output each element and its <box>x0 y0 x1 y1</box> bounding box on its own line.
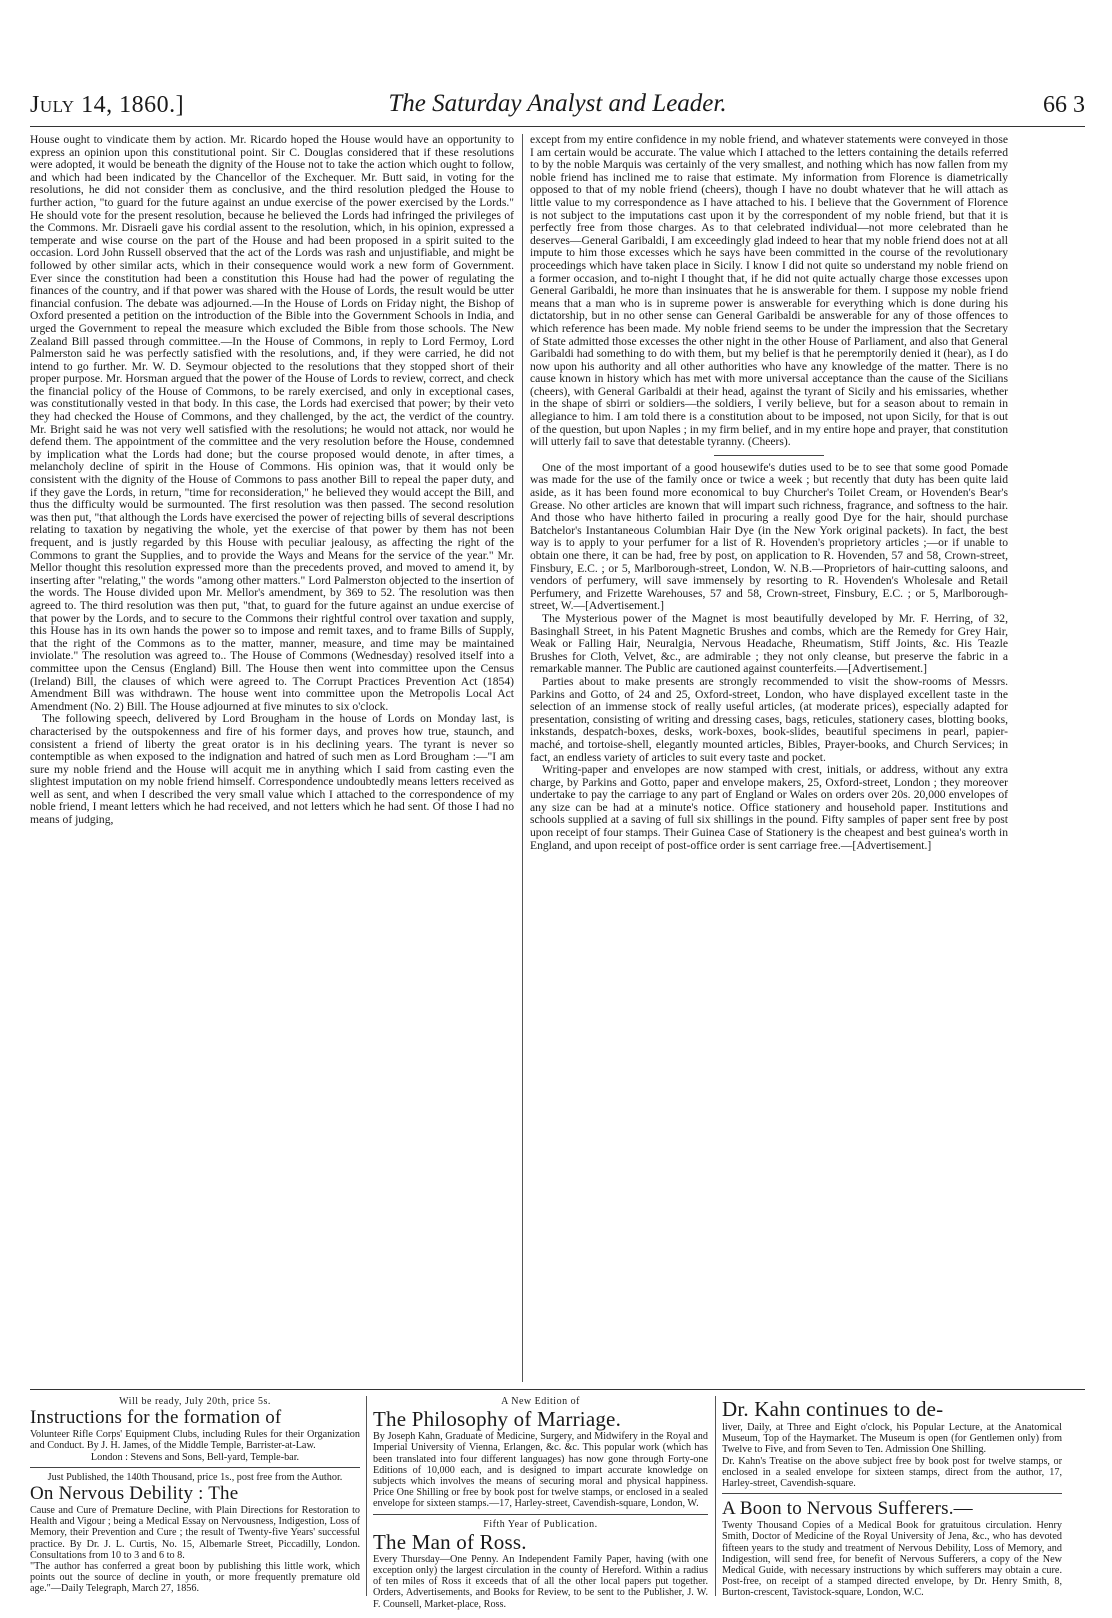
ad-divider <box>30 1467 360 1468</box>
right-column <box>530 134 1008 852</box>
ad-notice: Fifth Year of Publication. <box>483 1518 598 1530</box>
ad-dr-kahn <box>722 1396 1062 1599</box>
masthead <box>30 82 1085 126</box>
advertisements-strip <box>30 1389 1085 1610</box>
advertisement-paragraph: One of the most important of a good housewife's duties used to be to see that some good Pomade was made for the use of the family once or twice a week ; but recently that duty has been quite laid aside, as it has been found more economical to buy Churcher's Toilet Cream, or Hovenden's Bear's Grease. No other articles are known that will impart such richness, fragrance, and softness to the hair. And those who have hitherto failed in procuring a really good Dye for the hair, should purchase Batchelor's Instantaneous Columbian Hair Dye (in the New York original packets). In fact, the best way is to apply to your perfumer for a list of R. Hovenden's proprietory articles ;—or if unable to obtain one there, it can be had, free by post, on application to R. Hovenden, 57 and 58, Crown-street, Finsbury, E.C. ; or 5, Marlborough-street, London, W. N.B.—Proprietors of hair-cutting saloons, and vendors of perfumery, will save immensely by resorting to R. Hovenden's Wholesale and Retail Perfumery, and Frizette Warehouses, 57 and 58, Crown-street, Finsbury, E.C. ; or 5, Marlborough-street, W.—[Advertisement.] <box>530 460 1008 613</box>
article-paragraph: except from my entire confidence in my noble friend, and whatever statements were conveyed in those I am certain would be accurate. The value which I attached to the letters containing the details referred to by the noble Marquis was certainly of the very smallest, and nothing which has now fallen from my noble friend has inclined me to raise that estimate. My information from Florence is diametrically opposed to that of my noble friend (cheers), though I have no doubt whatever that he will attach as little value to my correspondence as I have attached to his. I believe that the Government of Florence is not subject to the imputations cast upon it by the correspondent of my noble friend, but that it is perfectly free from those charges. As to that celebrated individual—not more celebrated than he deserves—General Garibaldi, I am exceedingly glad indeed to hear that my noble friend does not at all impute to him those excesses which he says have been committed in the course of the revolutionary proceedings which have taken place in Sicily. I know I did not quite so understand my noble friend on a former occasion, and to-night I thought that, if he did not quite actually charge those excesses upon General Garibaldi, he more than insinuates that he is answerable for them. I suppose my noble friend means that a man who is in supreme power is answerable for everything which is done during his dictatorship, but in no other sense can General Garibaldi be answerable for any of those offences to which reference has been made. My noble friend seems to be under the impression that the Secretary of State admitted those excesses the other night in the other House of Parliament, and also that General Garibaldi had something to do with them, but my belief is that he peremptorily denied it (hear), as I do now upon his authority and all other authorities who have any knowledge of the matter. There is no cause known in history which has met with more universal acceptance than the cause of the Sicilians (cheers), with General Garibaldi at their head, against the tyrant of Sicily and his emissaries, whether in the shape of sbirri or soldiers—the soldiers, I verily believe, but for a season about to remain in allegiance to him. I am told there is a constitution about to be imposed, not upon Sicily, for that is out of the question, but upon Naples ; in my firm belief, and in my entire hope and prayer, that constitution will utterly fail to save that detestable tyranny. (Cheers). <box>530 133 1008 449</box>
section-divider <box>714 455 824 456</box>
ad-body: Cause and Cure of Premature Decline, with Plain Directions for Restoration to Health and Vigour ; being a Medical Essay on Nervousness, Indigestion, Loss of Memory, their Prevention and Cure ; the result of Twenty-five Years' successful practice. By Dr. J. L. Curtis, No. 15, Albemarle Street, Piccadilly, London. Consultations from 10 to 3 and 6 to 8. <box>30 1505 360 1561</box>
ad-notice: A New Edition of <box>501 1396 580 1407</box>
ad-notice: Will be ready, July 20th, price 5s. <box>119 1396 271 1407</box>
ad-body: Dr. Kahn's Treatise on the above subject free by book post for twelve stamps, or enclosed in a sealed envelope for sixteen stamps, direct from the author, 17, Harley-street, Cavendish-square. <box>722 1455 1062 1490</box>
ad-body: By Joseph Kahn, Graduate of Medicine, Surgery, and Midwifery in the Royal and Imperial University of Vienna, Erlangen, &c. &c. This popular work (which has been translated into four different languages) has now gone through Forty-one Editions of 10,000 each, and is designed to impart accurate knowledge on subjects which involves the means of securing moral and physical happiness. Price One Shilling or free by book post for twelve stamps, or enclosed in a sealed envelope for sixteen stamps.—17, Harley-street, Cavendish-square, London, W. <box>373 1431 708 1510</box>
ad-divider <box>366 1396 367 1596</box>
ad-notice: Just Published, the 140th Thousand, price 1s., post free from the Author. <box>47 1471 343 1483</box>
ad-divider <box>373 1514 708 1515</box>
ad-publisher: London : Stevens and Sons, Bell-yard, Temple-bar. <box>90 1451 300 1463</box>
article-paragraph: House ought to vindicate them by action. Mr. Ricardo hoped the House would have an opportunity to express an opinion upon this constitutional point. Sir C. Douglas considered that if these resolutions were adopted, it would be beneath the dignity of the House not to take the action which ought to follow, and which had been indicated by the Chancellor of the Exchequer. Mr. Butt said, in voting for the resolutions, he did not consider them as conclusive, and the third resolution pledged the House to further action, "to guard for the future against an undue exercise of the power exercised by the Lords." He should vote for the present resolution, because he believed the Lords had infringed the privileges of the Commons. Mr. Disraeli gave his cordial assent to the resolution, which, in his opinion, expressed a temperate and wise course on the part of the House and had been proposed in a spirit suited to the occasion. Lord John Russell observed that the act of the Lords was rash and unjustifiable, and might be followed by other similar acts, which in their consequence would work a new form of Government. Ever since the constitution had been a constitution this House had had the power of regulating the finances of the country, and if that power was shared with the House of Lords, the result would be utter financial confusion. The debate was adjourned.—In the House of Lords on Friday night, the Bishop of Oxford presented a petition on the introduction of the Bible into the Government Schools in India, and urged the Government to repeal the measure which excluded the Bible from those schools. The New Zealand Bill passed through committee.—In the House of Commons, in reply to Lord Fermoy, Lord Palmerston said he was perfectly satisfied with the resolutions, and, if they were carried, he did not intend to go further. Mr. W. D. Seymour objected to the resolutions that they stopped short of their proper purpose. Mr. Horsman argued that the power of the House of Lords to review, correct, and check the financial policy of the House of Commons, to be rarely exercised, and only in exceptional cases, was constitutionally vested in that body. In this case, the Lords had exercised that power; by their veto they had checked the House of Commons, and they challenged, by the act, the verdict of the country. Mr. Bright said he was not very well satisfied with the resolutions; he would not attack, nor would he defend them. The appointment of the committee and the very resolution before the House, condemned by implication what the Lords had done; but the course proposed would denote, in after times, a melancholy decline of spirit in the House of Commons. His opinion was, that it would only be consistent with the dignity of the House of Commons to pass another Bill to repeal the paper duty, and if they gave the Lords, in return, "time for reconsideration," he believed they would accept the Bill, and thus the difficulty would be surmounted. The first resolution was then passed. The second resolution was then put, "that although the Lords have exercised the power of rejecting bills of several descriptions relating to taxation by negativing the whole, yet the exercise of that power by them has not been frequent, and is justly regarded by this House with peculiar jealousy, as affecting the right of the Commons to grant the Supplies, and to provide the Ways and Means for the service of the year." Mr. Mellor thought this resolution expressed more than the precedents proved, and moved to amend it, by inserting after "relating," the words "among other matters." Lord Palmerston objected to the insertion of the words. The House divided upon Mr. Mellor's amendment, by 369 to 52. The resolution was then agreed to. The third resolution was then put, "that, to guard for the future against an undue exercise of that power by the Lords, and to secure to the Commons their rightful control over taxation and supply, this House has in its own hands the power so to impose and remit taxes, and to frame Bills of Supply, that the right of the Commons as to the matter, manner, measure, and time may be maintained inviolate." The resolution was agreed to.. The House of Commons (Wednesday) resolved itself into a committee upon the Census (England) Bill. The House then went into committee upon the Census (Ireland) Bill, the clauses of which were agreed to. The Corrupt Practices Prevention Act (1854) Amendment Bill was withdrawn. The house went into committee upon the Metropolis Local Act Amendment (No. 2) Bill. The House adjourned at five minutes to six o'clock. <box>30 133 514 713</box>
page-number: 66 3 <box>1043 92 1085 118</box>
ad-philosophy-of-marriage <box>373 1396 708 1610</box>
advertisement-paragraph: The Mysterious power of the Magnet is most beautifully developed by Mr. F. Herring, of 32, Basinghall Street, in his Patent Magnetic Brushes and combs, which are the Remedy for Grey Hair, Weak or Falling Hair, Neuralgia, Nervous Headache, Rheumatism, Stiff Joints, &c. His Teazle Brushes for Cloth, Velvet, &c., are admirable ; they not only cleanse, but preserve the fabric in a remarkable manner. The Public are cautioned against counterfeits.—[Advertisement.] <box>530 611 1008 676</box>
ad-body: Every Thursday—One Penny. An Independent Family Paper, having (with one exception only) the largest circulation in the county of Hereford. Within a radius of ten miles of Ross it exceeds that of all the other local papers put together. Orders, Advertisements, and Books for Review, to be sent to the Publisher, J. W. F. Counsell, Market-place, Ross. <box>373 1553 708 1610</box>
newspaper-page <box>30 14 1085 1610</box>
ad-headline: The Philosophy of Marriage. <box>373 1407 622 1432</box>
ad-headline: Dr. Kahn continues to de- <box>722 1397 944 1421</box>
publication-title: The Saturday Analyst and Leader. <box>388 90 727 117</box>
ad-body: liver, Daily, at Three and Eight o'clock, his Popular Lecture, at the Anatomical Museum, Top of the Haymarket. The Museum is open (for Gentlemen only) from Twelve to Five, and from Seven to Ten. Admission One Shilling. <box>722 1422 1062 1456</box>
ad-headline: Instructions for the formation of <box>30 1407 282 1429</box>
advertisement-paragraph: Writing-paper and envelopes are now stamped with crest, initials, or address, without any extra charge, by Parkins and Gotto, paper and envelope makers, 25, Oxford-street, London ; they moreover undertake to pay the carriage to any part of England or Wales on orders over 20s. 20,000 envelopes of any size can be had at a minute's notice. Office stationery and household paper. Institutions and schools supplied at a saving of full six shillings in the pound. Fifty samples of paper sent free by post upon receipt of four stamps. Their Guinea Case of Stationery is the cheapest and best guinea's worth in England, and upon receipt of post-office order is sent carriage free.—[Advertisement.] <box>530 763 1008 852</box>
ad-headline: The Man of Ross. <box>373 1529 527 1554</box>
issue-date: July 14, 1860.] <box>30 92 185 118</box>
advertisement-paragraph: Parties about to make presents are strongly recommended to visit the show-rooms of Messrs. Parkins and Gotto, of 24 and 25, Oxford-street, London, who have displayed excellent taste in the selection of an immense stock of really useful articles, (at moderate prices), especially adapted for presentation, consisting of writing and dressing cases, bags, reticules, stationery cases, blotting books, inkstands, despatch-boxes, desks, work-boxes, book-slides, beautiful specimens in pearl, papier-maché, and tortoise-shell, elegantly mounted articles, Bibles, Prayer-books, and Church Services; in fact, an endless variety of articles to suit every taste and pocket. <box>530 674 1008 764</box>
article-paragraph: The following speech, delivered by Lord Brougham in the house of Lords on Monday last, is characterised by the outspokenness and fire of his former days, and proves how true, staunch, and consistent a friend of liberty the great orator is in his declining years. The tyrant is never so contemptible as when exposed to the indignation and hatred of such men as Lord Brougham :—"I am sure my noble friend and the House will acquit me in anything which I said from casting even the slightest imputation on my noble friend himself. Correspondence undoubtedly means letters received as well as sent, and when I described the very small value which I attached to the correspondence of my noble friend, I meant letters which he had received, and not letters which he had sent. Of those I had no means of judging, <box>30 712 514 827</box>
ad-instructions <box>30 1396 360 1595</box>
ad-headline: A Boon to Nervous Sufferers.— <box>722 1498 973 1520</box>
masthead-rule <box>30 126 1085 127</box>
ad-body: Volunteer Rifle Corps' Equipment Clubs, including Rules for their Organization and Conduct. By J. H. James, of the Middle Temple, Barrister-at-Law. <box>30 1429 360 1452</box>
ad-body: Twenty Thousand Copies of a Medical Book for gratuitous circulation. Henry Smith, Doctor of Medicine of the Royal University of Jena, &c., who has devoted fifteen years to the study and treatment of Nervous Debility, Loss of Memory, and Indigestion, will send free, for benefit of Nervous Sufferers, a copy of the New Medical Guide, with necessary instructions by which sufferers may obtain a cure. Post-free, on receipt of a stamped directed envelope, by Dr. Henry Smith, 8, Burton-crescent, Tavistock-square, London, W.C. <box>722 1520 1062 1599</box>
ad-divider <box>715 1396 716 1596</box>
ad-divider <box>722 1493 1062 1494</box>
left-column <box>30 134 514 827</box>
ad-quote: "The author has conferred a great boon by publishing this little work, which points out the source of decline in youth, or more frequently premature old age."—Daily Telegraph, March 27, 1856. <box>30 1561 360 1595</box>
ad-headline: On Nervous Debility : The <box>30 1483 239 1505</box>
column-divider <box>522 134 523 1382</box>
